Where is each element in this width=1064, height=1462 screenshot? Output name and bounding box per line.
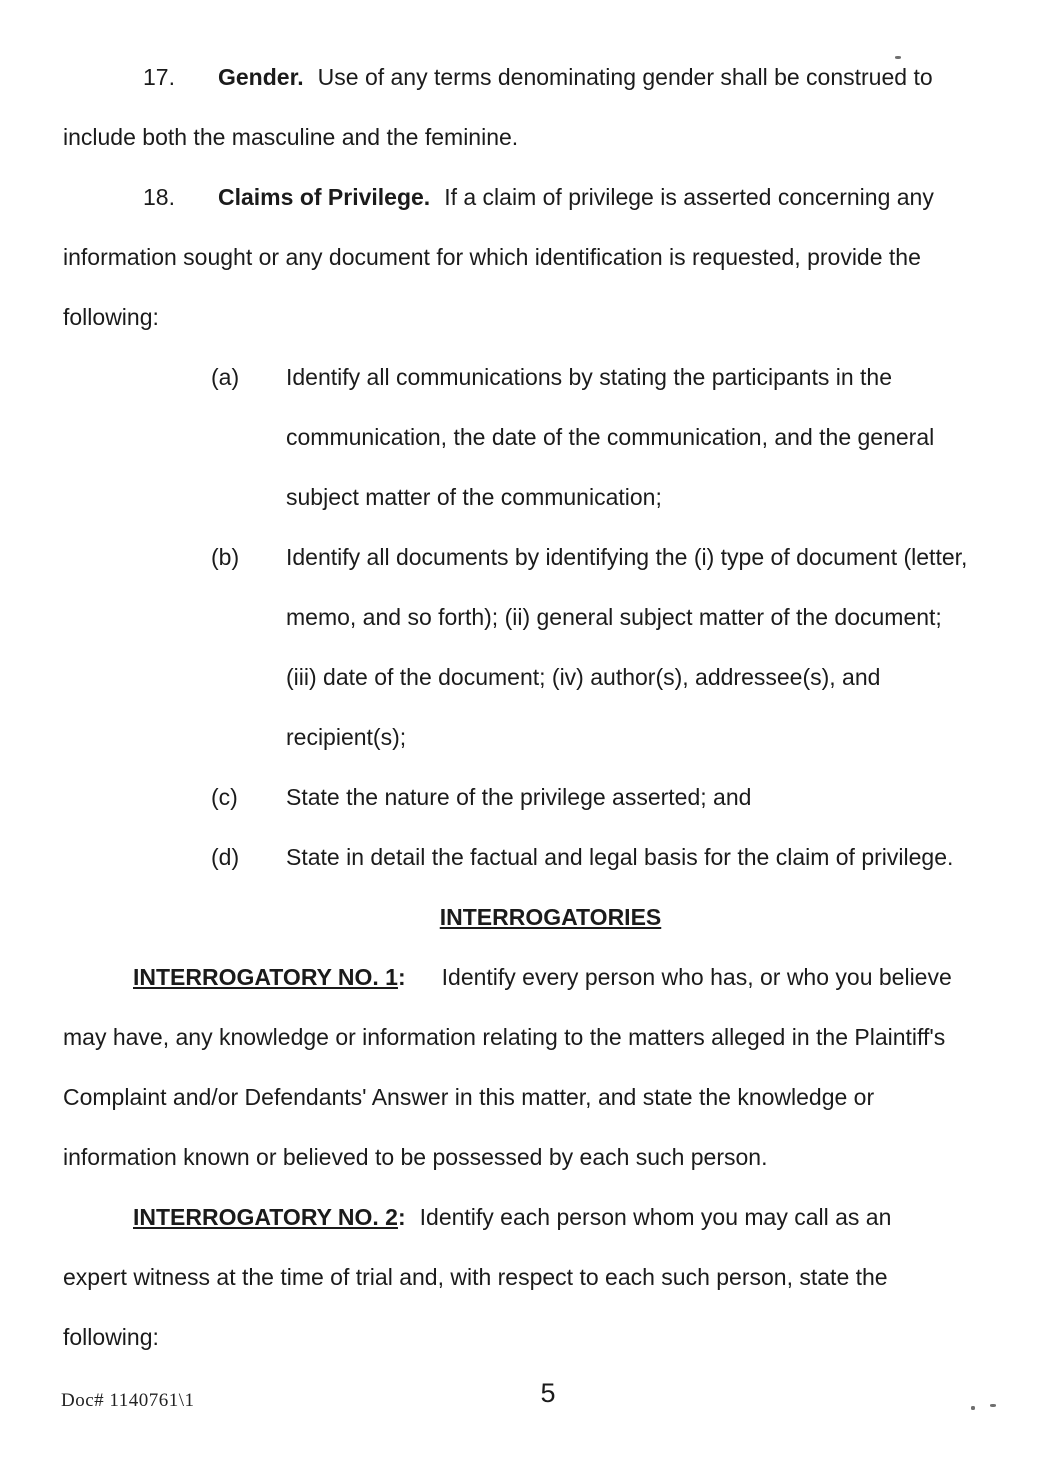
interrogatory-1-line-4: information known or believed to be possessed by each such person. xyxy=(63,1144,768,1170)
item-a-line-2: communication, the date of the communication, and the general xyxy=(286,424,935,450)
item-d-line-1 xyxy=(63,827,1038,887)
para-18-line-3: following: xyxy=(63,304,159,330)
footer-page-number: 5 xyxy=(540,1378,556,1408)
item-d-label: (d) xyxy=(211,844,240,870)
item-b-line-4: recipient(s); xyxy=(286,724,407,750)
item-c-line-1 xyxy=(63,767,1038,827)
interrogatory-2-line-2: expert witness at the time of trial and, with respect to each such person, state the xyxy=(63,1264,888,1290)
para-18-text: If a claim of privilege is asserted concerning any xyxy=(444,184,934,210)
interrogatory-2-heading: INTERROGATORY NO. 2 xyxy=(133,1204,398,1230)
interrogatory-1-heading: INTERROGATORY NO. 1 xyxy=(133,964,398,990)
document-body xyxy=(63,47,1038,1367)
interrogatory-1-line-3: Complaint and/or Defendants' Answer in this matter, and state the knowledge or xyxy=(63,1084,875,1110)
interrogatory-1-line-1 xyxy=(63,947,1038,1007)
para-18-line-1 xyxy=(63,167,1038,227)
footer-doc-number: Doc# 1140761\1 xyxy=(61,1390,195,1411)
interrogatories-heading xyxy=(63,887,1038,947)
interrogatory-2-line-1 xyxy=(63,1187,1038,1247)
para-17-number: 17. xyxy=(143,64,175,90)
item-b-line-1 xyxy=(63,527,1038,587)
interrogatory-2-colon: : xyxy=(397,1204,406,1230)
item-c-label: (c) xyxy=(211,784,238,810)
para-18-line-2: information sought or any document for which identification is requested, provide the xyxy=(63,244,921,270)
item-b-label: (b) xyxy=(211,544,240,570)
para-18-title: Claims of Privilege. xyxy=(218,184,431,210)
item-a-line-3: subject matter of the communication; xyxy=(286,484,662,510)
scan-artifact-dot xyxy=(990,1404,996,1407)
para-17-text: Use of any terms denominating gender shall be construed to xyxy=(317,64,933,90)
item-b-text: Identify all documents by identifying the (i) type of document (letter, xyxy=(286,544,968,570)
item-a-line-1 xyxy=(63,347,1038,407)
para-17-title: Gender. xyxy=(218,64,304,90)
para-18-number: 18. xyxy=(143,184,175,210)
scan-artifact-dot xyxy=(971,1406,975,1410)
para-17-line-2: include both the masculine and the feminine. xyxy=(63,124,519,150)
item-a-text: Identify all communications by stating the participants in the xyxy=(286,364,892,390)
interrogatories-heading-text: INTERROGATORIES xyxy=(439,904,662,930)
interrogatory-1-colon: : xyxy=(397,964,406,990)
interrogatory-2-text: Identify each person whom you may call as an xyxy=(419,1204,892,1230)
interrogatory-1-text: Identify every person who has, or who you believe xyxy=(441,964,952,990)
item-c-text: State the nature of the privilege asserted; and xyxy=(286,784,752,810)
interrogatory-1-line-2: may have, any knowledge or information relating to the matters alleged in the Plaintiff's xyxy=(63,1024,946,1050)
item-b-line-2: memo, and so forth); (ii) general subject matter of the document; xyxy=(286,604,942,630)
interrogatory-2-line-3: following: xyxy=(63,1324,159,1350)
item-d-text: State in detail the factual and legal basis for the claim of privilege. xyxy=(286,844,954,870)
para-17-line-1 xyxy=(63,47,1038,107)
item-b-line-3: (iii) date of the document; (iv) author(s), addressee(s), and xyxy=(286,664,881,690)
scan-artifact-dot xyxy=(895,56,901,59)
item-a-label: (a) xyxy=(211,364,240,390)
